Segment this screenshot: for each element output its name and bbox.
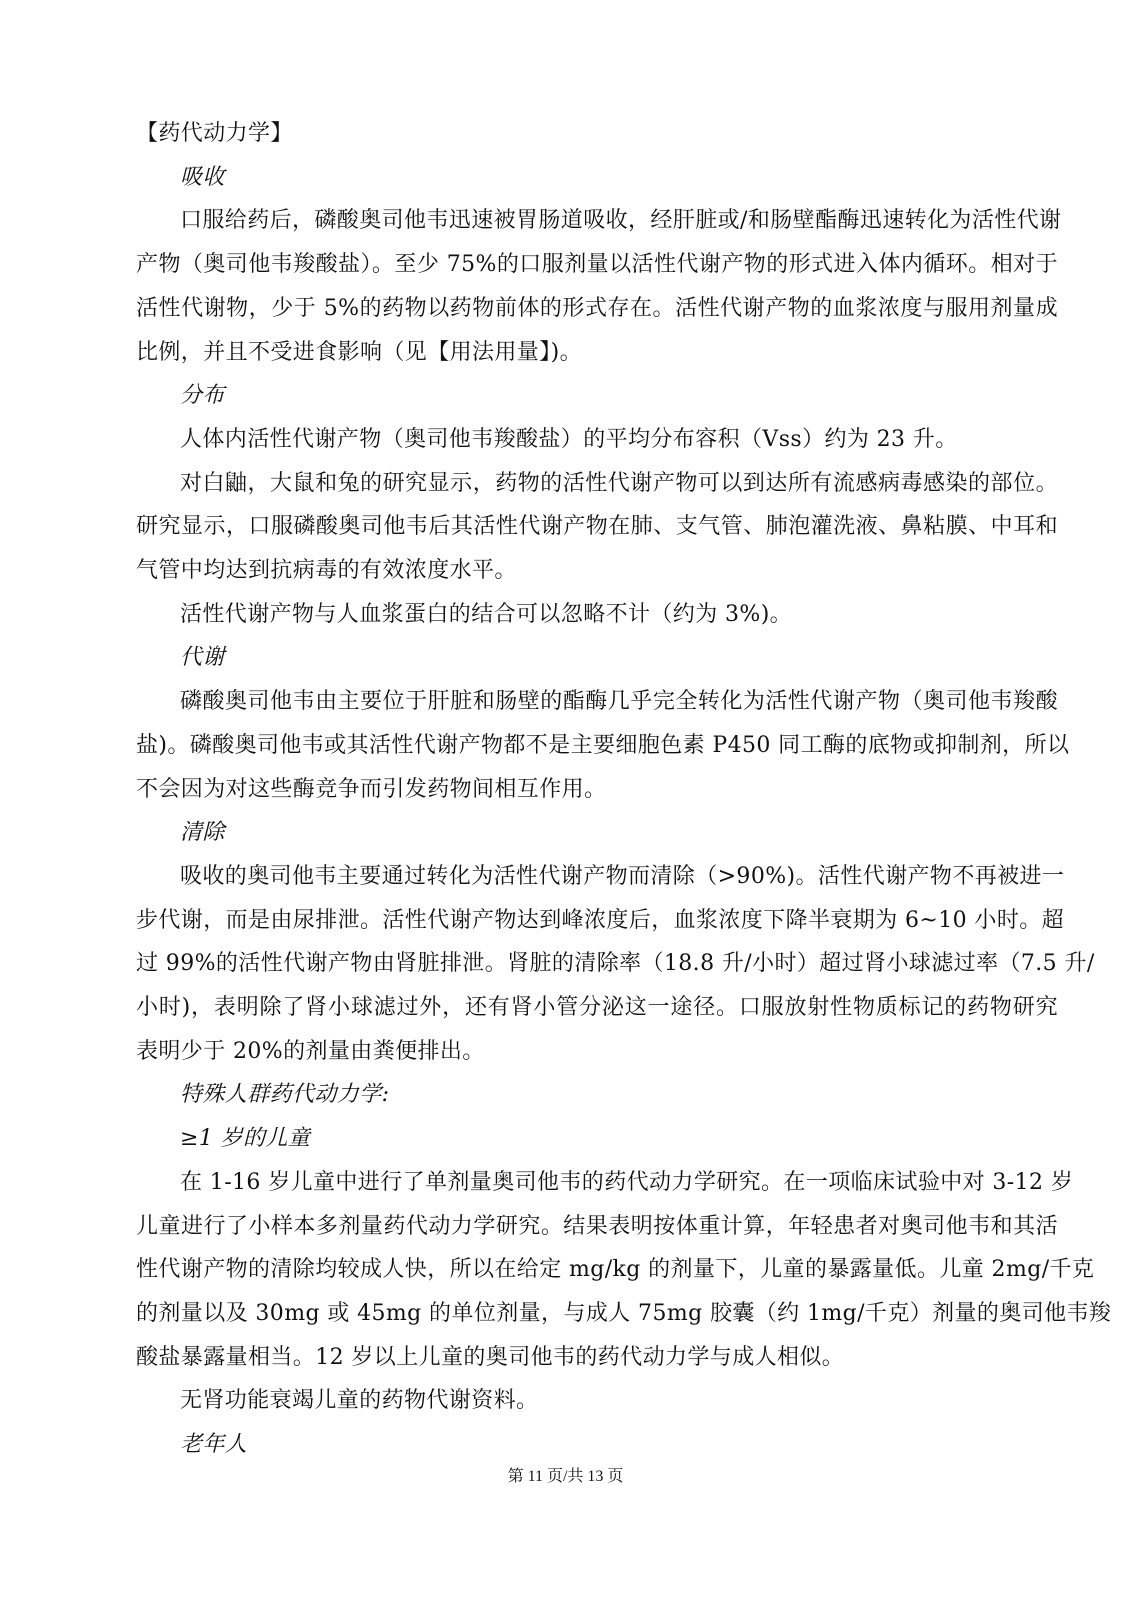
paragraph-line: 表明少于 20%的剂量由粪便排出。 <box>136 1038 485 1064</box>
paragraph-line: 步代谢，而是由尿排泄。活性代谢产物达到峰浓度后，血浆浓度下降半衰期为 6~10 小时。超 <box>136 907 1065 933</box>
distribution-tissue-paragraph <box>136 462 1058 593</box>
elimination-heading: 清除 <box>180 820 225 846</box>
page-number-footer: 第 11 页/共 13 页 <box>507 1468 624 1485</box>
paragraph-line: 比例，并且不受进食影响（见【用法用量】)。 <box>136 339 582 365</box>
paragraph-line: 酸盐暴露量相当。12 岁以上儿童的奥司他韦的药代动力学与成人相似。 <box>136 1344 845 1370</box>
paragraph-line: 在 1-16 岁儿童中进行了单剂量奥司他韦的药代动力学研究。在一项临床试验中对 3-12 岁 <box>180 1169 1074 1195</box>
elimination-paragraph <box>136 855 1095 1074</box>
paragraph-line: 儿童进行了小样本多剂量药代动力学研究。结果表明按体重计算，年轻患者对奥司他韦和其活 <box>136 1213 1058 1239</box>
metabolism-paragraph <box>136 680 1070 811</box>
paragraph-line: 活性代谢物，少于 5%的药物以药物前体的形式存在。活性代谢产物的血浆浓度与服用剂量成 <box>136 295 1058 321</box>
paragraph-line: 产物（奥司他韦羧酸盐）。至少 75%的口服剂量以活性代谢产物的形式进入体内循环。相对于 <box>136 252 1058 278</box>
children-renal-note: 无肾功能衰竭儿童的药物代谢资料。 <box>180 1388 539 1414</box>
distribution-volume-paragraph: 人体内活性代谢产物（奥司他韦羧酸盐）的平均分布容积（Vss）约为 23 升。 <box>180 426 958 452</box>
paragraph-line: 气管中均达到抗病毒的有效浓度水平。 <box>136 558 517 584</box>
special-populations-heading: 特殊人群药代动力学: <box>180 1082 390 1108</box>
distribution-heading: 分布 <box>180 383 225 409</box>
section-title: 【药代动力学】 <box>136 121 293 146</box>
elderly-heading: 老年人 <box>180 1432 248 1458</box>
paragraph-line: 口服给药后，磷酸奥司他韦迅速被胃肠道吸收，经肝脏或/和肠壁酯酶迅速转化为活性代谢 <box>180 208 1062 234</box>
paragraph-line: 磷酸奥司他韦由主要位于肝脏和肠壁的酯酶几乎完全转化为活性代谢产物（奥司他韦羧酸 <box>180 689 1058 715</box>
children-heading: ≥1 岁的儿童 <box>180 1126 311 1152</box>
absorption-heading: 吸收 <box>180 164 225 190</box>
paragraph-line: 对白鼬，大鼠和兔的研究显示，药物的活性代谢产物可以到达所有流感病毒感染的部位。 <box>180 470 1058 496</box>
paragraph-line: 不会因为对这些酶竞争而引发药物间相互作用。 <box>136 776 607 802</box>
paragraph-line: 研究显示，口服磷酸奥司他韦后其活性代谢产物在肺、支气管、肺泡灌洗液、鼻粘膜、中耳和 <box>136 514 1058 540</box>
metabolism-heading: 代谢 <box>180 645 225 671</box>
paragraph-line: 性代谢产物的清除均较成人快，所以在给定 mg/kg 的剂量下，儿童的暴露量低。儿童 2mg/千克 <box>136 1257 1095 1283</box>
paragraph-line: 吸收的奥司他韦主要通过转化为活性代谢产物而清除（>90%)。活性代谢产物不再被进一 <box>180 863 1065 889</box>
paragraph-line: 过 99%的活性代谢产物由肾脏排泄。肾脏的清除率（18.8 升/小时）超过肾小球滤过率（7.5 升/ <box>136 951 1095 977</box>
paragraph-line: 小时)，表明除了肾小球滤过外，还有肾小管分泌这一途径。口服放射性物质标记的药物研究 <box>136 995 1058 1021</box>
page-content <box>136 112 1112 1467</box>
absorption-paragraph <box>136 199 1062 374</box>
paragraph-line: 盐)。磷酸奥司他韦或其活性代谢产物都不是主要细胞色素 P450 同工酶的底物或抑制剂，所以 <box>136 732 1070 758</box>
children-paragraph <box>136 1161 1112 1380</box>
protein-binding-paragraph: 活性代谢产物与人血浆蛋白的结合可以忽略不计（约为 3%)。 <box>180 601 793 627</box>
paragraph-line: 的剂量以及 30mg 或 45mg 的单位剂量，与成人 75mg 胶囊（约 1mg/千克）剂量的奥司他韦羧 <box>136 1300 1112 1326</box>
